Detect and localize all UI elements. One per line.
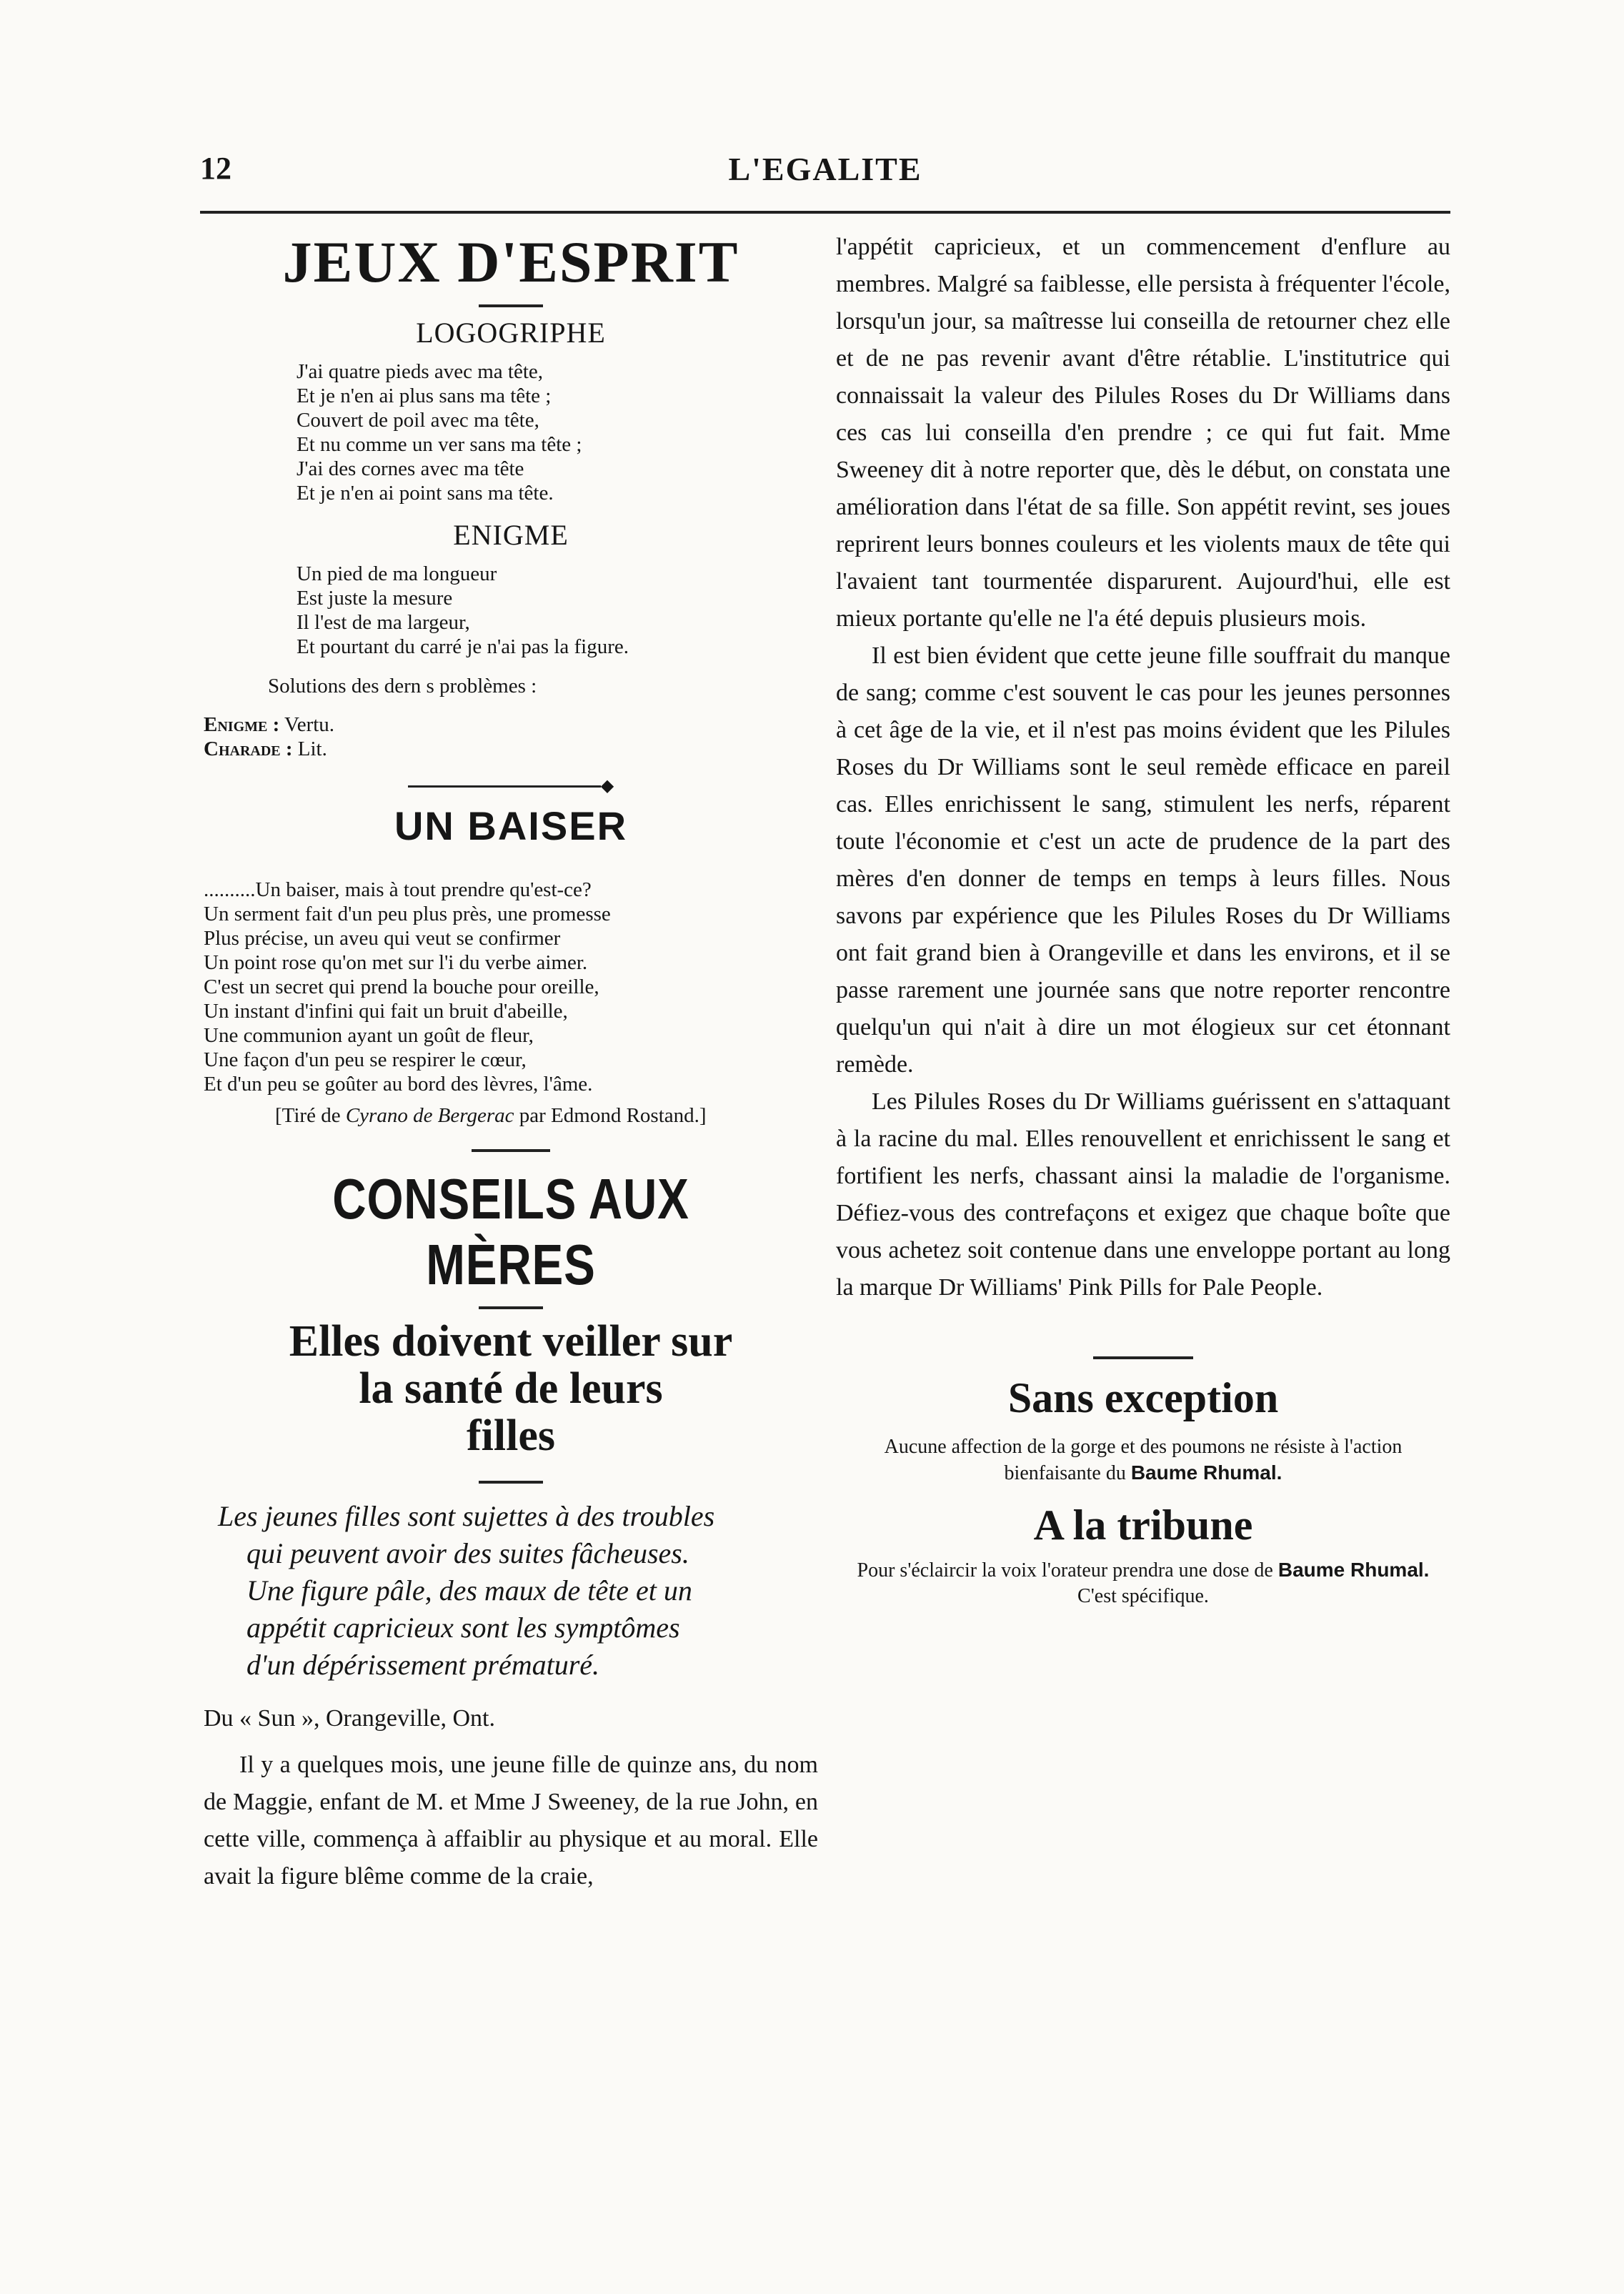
ad-brand: Baume Rhumal. [1130,1461,1282,1484]
baiser-source [204,1103,818,1128]
elles-title-line: filles [467,1411,555,1460]
header-rule [200,211,1450,214]
verse-line: Un serment fait d'un peu plus près, une promesse [204,903,611,925]
answers [204,712,818,761]
verse-line: ..........Un baiser, mais à tout prendre qu'est-ce? [204,878,592,901]
page-header [200,150,1450,193]
journal-title: L'EGALITE [728,151,922,187]
jeux-title: JEUX D'ESPRIT [282,229,739,294]
poem-line: J'ai des cornes avec ma tête [297,457,524,480]
short-rule [479,1306,543,1309]
ad-tail: C'est spécifique. [1077,1585,1209,1607]
short-rule [479,1481,543,1484]
lead-line: qui peuvent avoir des suites fâcheuses. [246,1537,689,1569]
source-prefix: [Tiré de [275,1104,346,1127]
poem-line: Et pourtant du carré je n'ai pas la figure. [297,635,629,658]
source-suffix: par Edmond Rostand.] [514,1104,707,1127]
logogriphe-poem [297,359,818,505]
logogriphe-heading: LOGOGRIPHE [416,317,606,349]
verse-line: Une communion ayant un goût de fleur, [204,1024,534,1047]
baiser-title: UN BAISER [394,803,628,848]
poem-line: Un pied de ma longueur [297,562,497,585]
answer-charade-value: Lit. [297,738,327,760]
poem-line: Et je n'en ai point sans ma tête. [297,482,554,505]
ad-text: Aucune affection de la gorge et des poumons ne résiste à l'action bienfaisante du [884,1436,1403,1484]
right-column [836,229,1450,1609]
tribune-title: A la tribune [1033,1501,1253,1549]
body-paragraph: l'appétit capricieux, et un commencement d'enflure au membres. Malgré sa faiblesse, elle persista à fréquenter l'école, lorsqu'un jour, sa maîtresse lui conseilla de retourner chez elle et de ne pas revenir avant d'être rétablie. L'institutrice qui connaissait la valeur des Pilules Roses du Dr Williams dans ces cas lui conseilla d'en prendre ; ce qui fut fait. Mme Sweeney dit à notre reporter que, dès le début, on constata une amélioration dans l'état de sa fille. Son appétit revint, ses joues reprirent leurs bonnes couleurs et les violents maux de tête qui l'avaient tant tourmentée disparurent. Aujourd'hui, elle est mieux portante qu'elle ne l'a été depuis plusieurs mois. [836,234,1450,632]
verse-line: Et d'un peu se goûter au bord des lèvres, l'âme. [204,1073,593,1096]
answer-charade-label: Charade : [204,738,293,760]
verse-line: Un point rose qu'on met sur l'i du verbe aimer. [204,951,588,974]
body-paragraph: Les Pilules Roses du Dr Williams guérissent en s'attaquant à la racine du mal. Elles renouvellent et enrichissent le sang et fortifient les nerfs, chassant ainsi la maladie de l'organisme. Défiez-vous des contrefaçons et exigez que chaque boîte que vous achetez soit contenue dans une enveloppe portant au long la marque Dr Williams' Pink Pills for Pale People. [836,1088,1450,1301]
verse-line: Plus précise, un aveu qui veut se confirmer [204,927,561,950]
verse-line: Une façon d'un peu se respirer le cœur, [204,1048,527,1071]
short-rule [479,304,543,307]
elles-title-line: la santé de leurs [359,1364,663,1413]
poem-line: Et je n'en ai plus sans ma tête ; [297,384,552,407]
poem-line: J'ai quatre pieds avec ma tête, [297,360,544,383]
ad-text: Pour s'éclaircir la voix l'orateur prendra une dose de [857,1559,1273,1582]
body-paragraph: Il y a quelques mois, une jeune fille de quinze ans, du nom de Maggie, enfant de M. et Mme J Sweeney, de la rue John, en cette ville, commença à affaiblir au physique et au moral. Elle avait la figure blême comme de la craie, [204,1752,818,1890]
verse-line: C'est un secret qui prend la bouche pour oreille, [204,975,599,998]
source-work: Cyrano de Bergerac [345,1104,514,1127]
solutions-label: Solutions des dern s problèmes : [268,675,537,697]
poem-line: Il l'est de ma largeur, [297,611,470,634]
elles-title-line: Elles doivent veiller sur [289,1317,733,1366]
sans-exception-ad [836,1434,1450,1486]
poem-line: Et nu comme un ver sans ma tête ; [297,433,582,456]
lead-line: d'un dépérissement prématuré. [246,1649,600,1681]
baiser-verse [204,878,818,1096]
verse-line: Un instant d'infini qui fait un bruit d'abeille, [204,1000,568,1023]
article-body-right [836,229,1450,1306]
short-rule [1093,1356,1193,1359]
poem-line: Couvert de poil avec ma tête, [297,409,539,432]
ornament-divider: ◆ [204,775,818,795]
page-number: 12 [200,151,231,186]
lead-line: Une figure pâle, des maux de tête et un [246,1574,692,1607]
enigme-heading: ENIGME [453,519,569,551]
tribune-ad [836,1557,1450,1609]
elles-title [204,1318,818,1459]
answer-enigme-label: Enigme : [204,713,280,736]
conseils-title: CONSEILS AUX MÈRES [332,1167,689,1296]
left-column [204,229,818,1895]
body-paragraph: Il est bien évident que cette jeune fille souffrait du manque de sang; comme c'est souvent le cas pour les jeunes personnes à cet âge de la vie, et il n'est pas moins évident que les Pilules Roses du Dr Williams sont le seul remède efficace en pareil cas. Elles enrichissent le sang, stimulent les nerfs, réparent toute l'économie et c'est un acte de prudence de la part des mères d'en donner de temps en temps à leurs filles. Nous savons par expérience que les Pilules Roses du Dr Williams ont fait grand bien à Orangeville et dans les environs, et il se passe rarement une journée sans que notre reporter rencontre quelqu'un qui n'ait à dire un mot élogieux sur cet étonnant remède. [836,642,1450,1078]
article-body-left [204,1747,818,1895]
lead-line: Les jeunes filles sont sujettes à des troubles [218,1500,715,1532]
lead-paragraph [204,1498,818,1684]
short-rule [472,1149,550,1152]
enigme-poem [297,562,818,659]
lead-line: appétit capricieux sont les symptômes [246,1612,680,1644]
poem-line: Est juste la mesure [297,587,453,610]
ad-brand: Baume Rhumal. [1277,1559,1430,1581]
dateline: Du « Sun », Orangeville, Ont. [204,1705,495,1732]
sans-exception-title: Sans exception [1007,1374,1279,1421]
answer-enigme-value: Vertu. [284,713,335,736]
